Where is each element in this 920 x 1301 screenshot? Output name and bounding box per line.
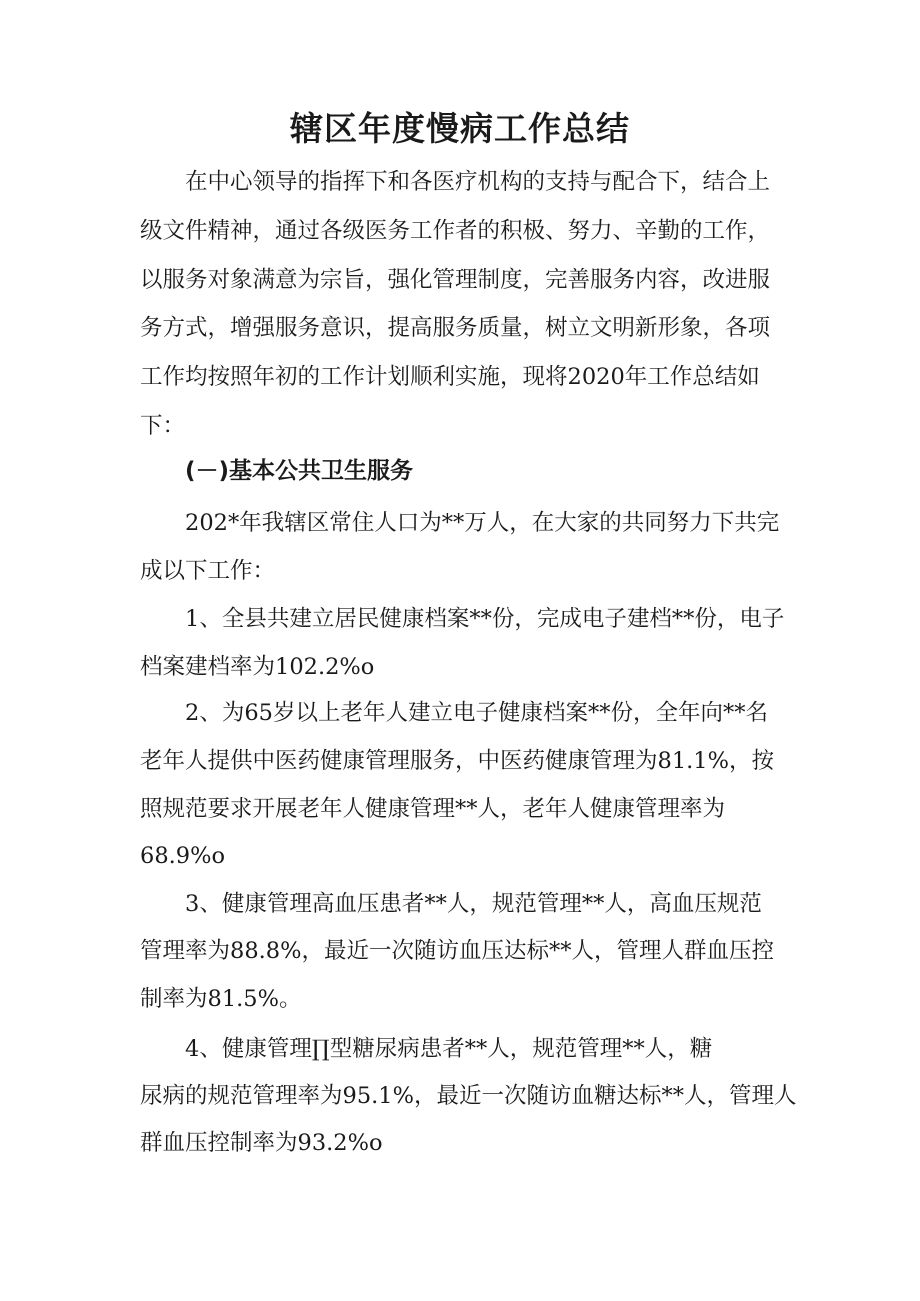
item1-line-1: 1、全县共建立居民健康档案**份，完成电子建档**份，电子 [185, 606, 785, 632]
item2-line-2: 老年人提供中医药健康管理服务，中医药健康管理为81.1%，按 [140, 748, 774, 774]
item3-line-1: 3、健康管理高血压患者**人，规范管理**人，高血压规范 [185, 891, 762, 917]
intro-line-6: 下： [140, 413, 186, 439]
summary-line-1: 202*年我辖区常住人口为**万人，在大家的共同努力下共完 [185, 510, 780, 536]
item4-line-1: 4、健康管理∏型糖尿病患者**人，规范管理**人，糖 [185, 1036, 713, 1062]
intro-line-2: 级文件精神，通过各级医务工作者的积极、努力、辛勤的工作， [140, 218, 771, 244]
item2-line-3: 照规范要求开展老年人健康管理**人，老年人健康管理率为 [140, 796, 726, 822]
document-title: 辖区年度慢病工作总结 [290, 109, 630, 148]
item2-line-4: 68.9%o [140, 843, 226, 869]
intro-line-1: 在中心领导的指挥下和各医疗机构的支持与配合下，结合上 [185, 169, 771, 195]
intro-line-3: 以服务对象满意为宗旨，强化管理制度，完善服务内容，改进服 [140, 267, 771, 293]
intro-line-5: 工作均按照年初的工作计划顺利实施，现将2020年工作总结如 [140, 364, 760, 390]
section-heading: (－)基本公共卫生服务 [185, 458, 414, 484]
item2-line-1: 2、为65岁以上老年人建立电子健康档案**份，全年向**名 [185, 700, 768, 726]
item4-line-3: 群血压控制率为93.2%o [140, 1130, 383, 1156]
intro-line-4: 务方式，增强服务意识，提高服务质量，树立文明新形象，各项 [140, 315, 771, 341]
item3-line-3: 制率为81.5%。 [140, 986, 302, 1012]
item3-line-2: 管理率为88.8%，最近一次随访血压达标**人，管理人群血压控 [140, 938, 774, 964]
item1-line-2: 档案建档率为102.2%o [140, 654, 375, 680]
item4-line-2: 尿病的规范管理率为95.1%，最近一次随访血糖达标**人，管理人 [140, 1083, 797, 1109]
summary-line-2: 成以下工作： [140, 558, 276, 584]
